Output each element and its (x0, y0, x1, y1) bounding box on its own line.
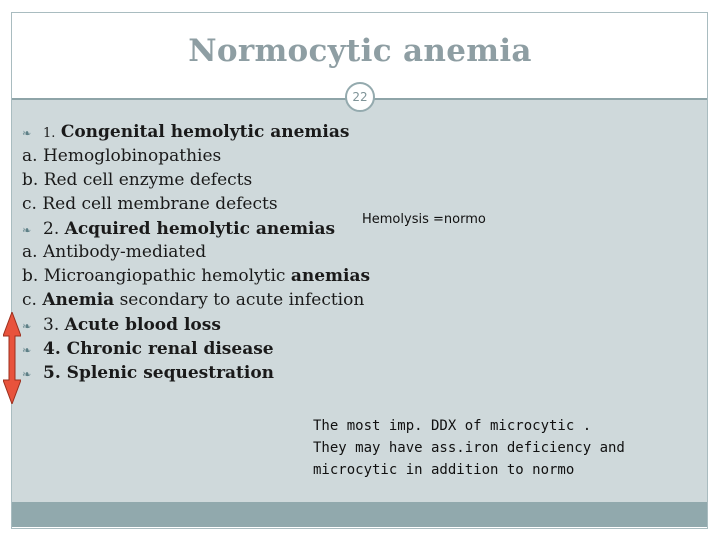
list-item-enzyme-defects: b. Red cell enzyme defects (22, 170, 253, 190)
list-item-splenic: ❧ 5. Splenic sequestration (22, 363, 275, 383)
note-line: The most imp. DDX of microcytic . (313, 418, 592, 434)
list-item-renal: ❧ 4. Chronic renal disease (22, 339, 274, 359)
list-item-antibody: a. Antibody-mediated (22, 242, 207, 262)
hemolysis-note: Hemolysis =normo (362, 212, 486, 227)
note-line: microcytic in addition to normo (313, 462, 575, 478)
list-item-hemoglobinopathies: a. Hemoglobinopathies (22, 146, 222, 166)
list-item-acquired: ❧ 2. Acquired hemolytic anemias (22, 219, 336, 239)
leaf-bullet-icon: ❧ (22, 224, 32, 237)
leaf-bullet-icon: ❧ (22, 368, 32, 381)
list-item-membrane-defects: c. Red cell membrane defects (22, 194, 278, 214)
double-headed-arrow-icon (3, 312, 21, 404)
ddx-note (313, 415, 653, 481)
list-item-infection: c. Anemia secondary to acute infection (22, 290, 365, 310)
leaf-bullet-icon: ❧ (22, 344, 32, 357)
list-item-microangiopathic: b. Microangiopathic hemolytic anemias (22, 266, 371, 286)
leaf-bullet-icon: ❧ (22, 127, 32, 140)
list-item-blood-loss: ❧ 3. Acute blood loss (22, 315, 221, 335)
leaf-bullet-icon: ❧ (22, 320, 32, 333)
slide-number: 22 (345, 82, 375, 112)
slide-title: Normocytic anemia (188, 33, 532, 69)
list-item-congenital: ❧ 1. Congenital hemolytic anemias (22, 122, 350, 142)
note-line: They may have ass.iron deficiency and (313, 440, 625, 456)
footer-bar (12, 502, 707, 527)
